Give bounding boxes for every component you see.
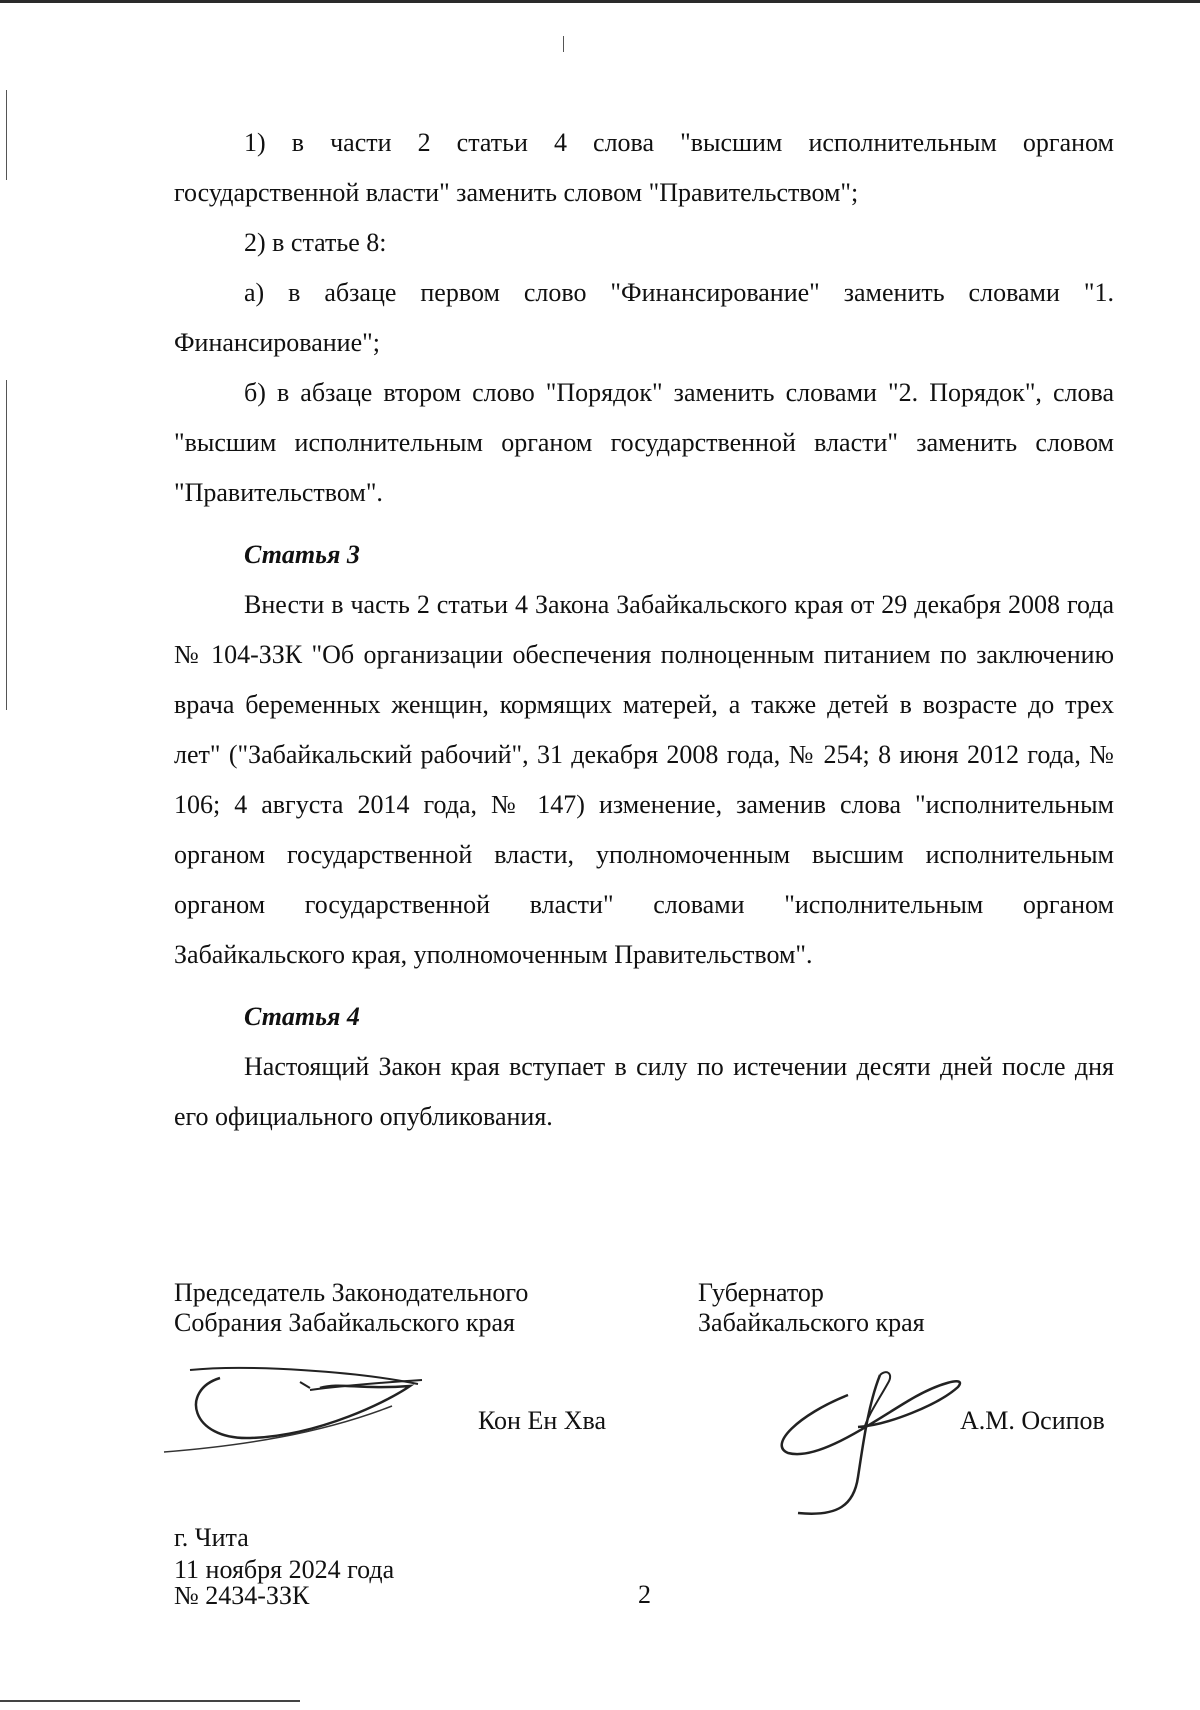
article-3-heading: Статья 3 — [244, 540, 360, 569]
signing-city: г. Чита — [174, 1523, 249, 1552]
article-3-text: Внести в часть 2 статьи 4 Закона Забайкальского края от 29 декабря 2008 года № 104-ЗЗК "Об организации обеспечения полноценным питанием по заключению врача беременных женщин, кормящих матерей, а также детей в возрасте до трех лет" ("Забайкальский рабочий", 31 декабря 2008 года, № 254; 8 июня 2012 года, № 106; 4 августа 2014 года, № 147) изменение, заменив слова "исполнительным органом государственной власти, уполномоченным высшим исполнительным органом государственной власти" словами "исполнительным органом Забайкальского края, уполномоченным Правительством". — [174, 590, 1114, 969]
article-4-text: Настоящий Закон края вступает в силу по истечении десяти дней после дня его официального опубликования. — [174, 1052, 1114, 1131]
signing-date: 11 ноября 2024 года — [174, 1555, 395, 1584]
article-4-heading: Статья 4 — [244, 1002, 360, 1031]
document-place-date — [174, 1522, 394, 1586]
right-signatory-title-line1: Губернатор — [698, 1278, 824, 1307]
scan-artifact-mark — [563, 36, 564, 52]
left-signatory-title-line1: Председатель Законодательного — [174, 1278, 529, 1307]
paragraph-item-2b: б) в абзаце втором слово "Порядок" заменить словами "2. Порядок", слова "высшим исполнительным органом государственной власти" заменить словом "Правительством". — [174, 378, 1114, 507]
right-handwritten-signature — [768, 1365, 978, 1525]
paragraph-item-1: 1) в части 2 статьи 4 слова "высшим исполнительным органом государственной власти" заменить словом "Правительством"; — [174, 128, 1114, 207]
scan-artifact-mark — [6, 380, 7, 710]
right-signatory-title — [698, 1278, 925, 1338]
top-border-line — [0, 0, 1200, 3]
right-signatory-name: А.М. Осипов — [960, 1406, 1105, 1435]
right-signatory-title-line2: Забайкальского края — [698, 1308, 925, 1337]
paragraph-item-2: 2) в статье 8: — [244, 228, 387, 257]
left-handwritten-signature — [160, 1360, 430, 1460]
law-number: № 2434-ЗЗК — [174, 1581, 310, 1610]
page-number: 2 — [638, 1580, 651, 1609]
scan-artifact-mark — [6, 90, 7, 180]
paragraph-item-2a: а) в абзаце первом слово "Финансирование" заменить словами "1. Финансирование"; — [174, 278, 1114, 357]
document-body — [174, 118, 1114, 1142]
left-signatory-title — [174, 1278, 528, 1338]
left-signatory-title-line2: Собрания Забайкальского края — [174, 1308, 515, 1337]
bottom-border-line — [0, 1700, 300, 1702]
left-signatory-name: Кон Ен Хва — [478, 1406, 607, 1435]
